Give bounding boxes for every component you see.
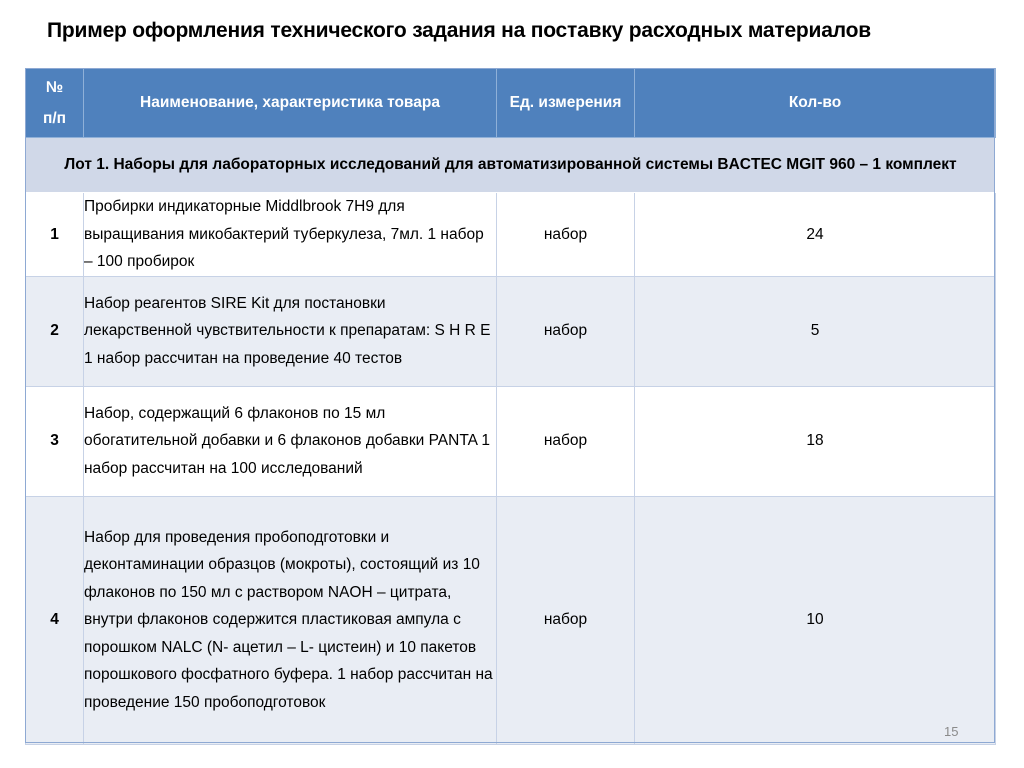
row-unit: набор xyxy=(497,496,635,744)
header-number-line1: № xyxy=(45,79,64,96)
row-description: Набор, содержащий 6 флаконов по 15 мл обогатительной добавки и 6 флаконов добавки PANTA 1 набор рассчитан на 100 исследований xyxy=(84,386,497,496)
slide-title: Пример оформления технического задания на поставку расходных материалов xyxy=(47,19,871,42)
row-description: Пробирки индикаторные Middlbrook 7H9 для выращивания микобактерий туберкулеза, 7мл. 1 набор – 100 пробирок xyxy=(84,193,497,277)
row-index: 3 xyxy=(26,386,84,496)
row-index: 2 xyxy=(26,276,84,386)
header-unit: Ед. измерения xyxy=(497,69,635,138)
header-name: Наименование, характеристика товара xyxy=(84,69,497,138)
row-qty: 24 xyxy=(635,193,996,277)
row-index: 4 xyxy=(26,496,84,744)
row-description: Набор реагентов SIRE Kit для постановки лекарственной чувствительности к препаратам: S H R E 1 набор рассчитан на проведение 40 тестов xyxy=(84,276,497,386)
row-index: 1 xyxy=(26,193,84,277)
header-number-line2: п/п xyxy=(42,110,67,127)
table-header-row xyxy=(26,69,996,138)
table-row xyxy=(26,276,996,386)
row-qty: 5 xyxy=(635,276,996,386)
row-qty: 18 xyxy=(635,386,996,496)
table-row xyxy=(26,386,996,496)
row-qty: 10 xyxy=(635,496,996,744)
specification-table xyxy=(25,68,996,745)
page-number: 15 xyxy=(944,724,959,739)
lot-row xyxy=(26,138,996,193)
row-description: Набор для проведения пробоподготовки и деконтаминации образцов (мокроты), состоящий из 10 флаконов по 150 мл с раствором NAOH – цитрата, внутри флаконов содержится пластиковая ампула с порошком NALC (N- ацетил – L- цистеин) и 10 пакетов порошкового фосфатного буфера. 1 набор рассчитан на проведение 150 пробоподготовок xyxy=(84,496,497,744)
header-qty: Кол-во xyxy=(635,69,996,138)
table-row xyxy=(26,193,996,277)
table-row xyxy=(26,496,996,744)
row-unit: набор xyxy=(497,193,635,277)
lot-title: Лот 1. Наборы для лабораторных исследований для автоматизированной системы BACTEC MGIT 960 – 1 комплект xyxy=(26,138,996,193)
row-unit: набор xyxy=(497,386,635,496)
row-unit: набор xyxy=(497,276,635,386)
header-number xyxy=(26,69,84,138)
